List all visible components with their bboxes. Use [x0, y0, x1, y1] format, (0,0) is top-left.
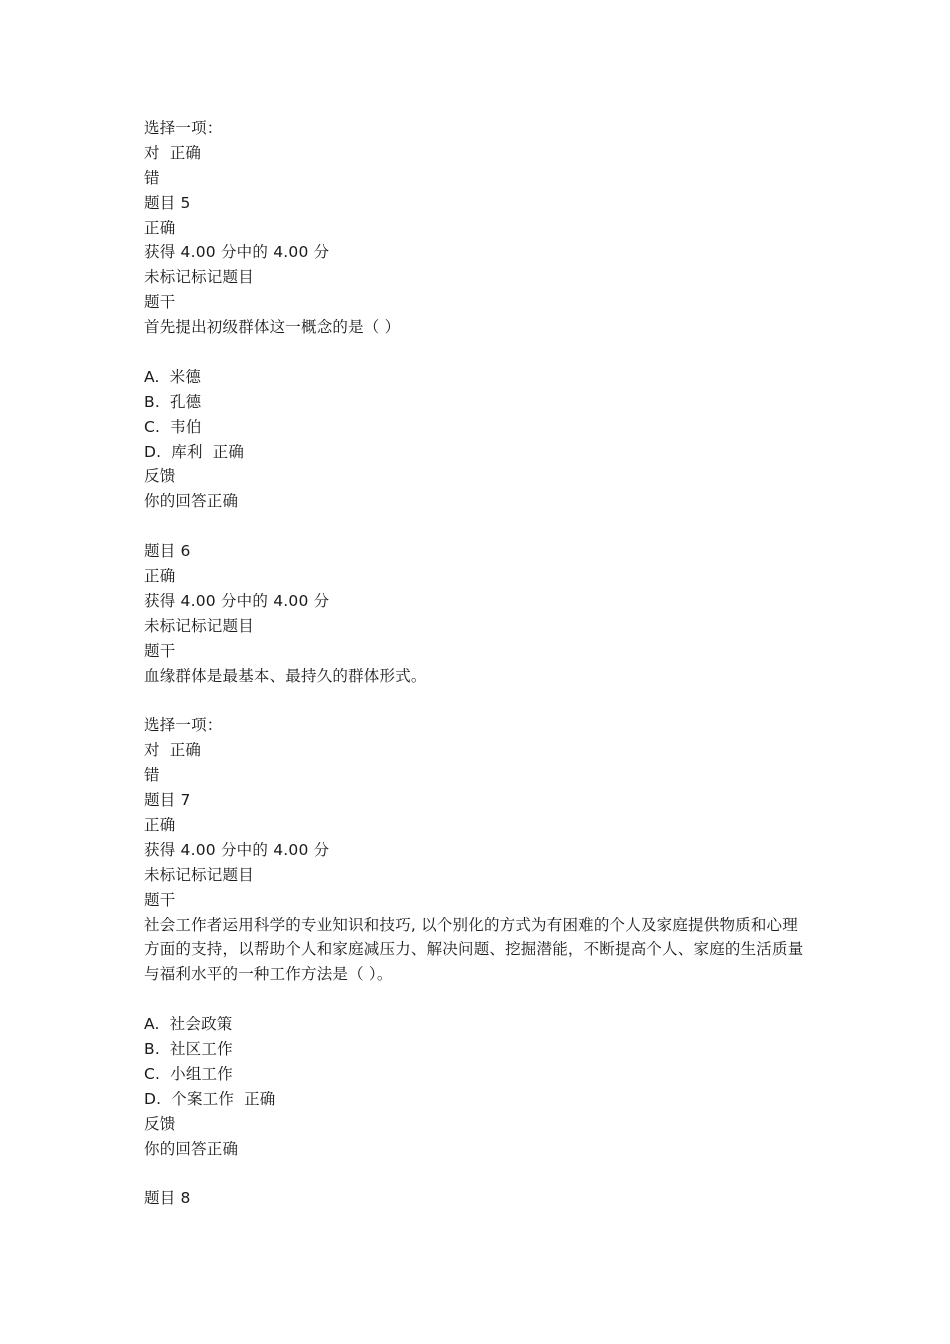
answer-option-b[interactable]: [144, 1037, 824, 1062]
spacer: [144, 340, 824, 365]
feedback-text: 你的回答正确: [144, 492, 239, 511]
option-true[interactable]: [144, 141, 824, 166]
correct-mark: 正确: [212, 442, 245, 461]
option-letter: B.: [144, 1040, 160, 1058]
question-title: 题目 7: [144, 791, 191, 810]
flag-question-link[interactable]: 未标记标记题目: [144, 268, 254, 287]
answer-option-d[interactable]: [144, 440, 824, 465]
question-score: 获得 4.00 分中的 4.00 分: [144, 243, 330, 262]
answer-option-a[interactable]: [144, 1012, 824, 1037]
question-score: 获得 4.00 分中的 4.00 分: [144, 591, 330, 610]
option-true-label: 对: [144, 741, 160, 760]
feedback-label: 反馈: [144, 467, 176, 486]
option-letter: D.: [144, 1089, 162, 1108]
question-status: 正确: [144, 218, 176, 237]
answer-option-c[interactable]: [144, 1062, 824, 1087]
option-letter: D.: [144, 442, 162, 461]
question-status: 正确: [144, 567, 176, 586]
spacer: [144, 688, 824, 713]
option-text: 小组工作: [170, 1064, 233, 1083]
correct-mark: 正确: [244, 1089, 276, 1108]
answer-option-d[interactable]: [144, 1087, 824, 1112]
spacer: [144, 1161, 824, 1186]
option-text: 库利: [171, 442, 203, 461]
choose-one-label: 选择一项：: [144, 716, 223, 735]
question-stem-label: 题干: [144, 890, 176, 909]
answer-option-b[interactable]: [144, 390, 824, 415]
answer-option-c[interactable]: [144, 415, 824, 440]
correct-mark: 正确: [169, 143, 202, 162]
option-false[interactable]: 错: [144, 766, 160, 785]
flag-question-link[interactable]: 未标记标记题目: [144, 865, 254, 884]
question-stem-label: 题干: [144, 641, 176, 660]
option-text: 韦伯: [170, 417, 202, 436]
question-score: 获得 4.00 分中的 4.00 分: [144, 840, 330, 859]
question-status: 正确: [144, 815, 176, 834]
option-letter: C.: [144, 1064, 161, 1083]
question-title: 题目 6: [144, 542, 191, 561]
question-title: 题目 8: [144, 1189, 191, 1208]
option-text: 社区工作: [169, 1040, 233, 1058]
choose-one-label: 选择一项：: [144, 119, 223, 137]
option-text: 米德: [169, 367, 202, 386]
spacer: [144, 514, 824, 539]
option-letter: C.: [144, 417, 161, 436]
option-text: 个案工作: [171, 1089, 235, 1108]
correct-mark: 正确: [169, 741, 202, 760]
option-letter: B.: [144, 392, 160, 411]
document-page: [144, 116, 824, 1211]
option-letter: A.: [144, 1015, 160, 1034]
flag-question-link[interactable]: 未标记标记题目: [144, 616, 254, 635]
question-title: 题目 5: [144, 193, 191, 212]
option-text: 社会政策: [169, 1015, 233, 1034]
question-stem: 社会工作者运用科学的专业知识和技巧, 以个别化的方式为有困难的个人及家庭提供物质和心理方面的支持，以帮助个人和家庭减压力、解决问题、挖掘潜能，不断提高个人、家庭的生活质量与福利水平的一种工作方法是（ ）。: [144, 915, 804, 984]
spacer: [144, 987, 824, 1012]
option-true[interactable]: [144, 738, 824, 763]
option-false[interactable]: 错: [144, 168, 160, 187]
question-stem: 血缘群体是最基本、最持久的群体形式。: [144, 666, 427, 685]
option-letter: A.: [144, 367, 160, 386]
option-true-label: 对: [144, 143, 160, 162]
feedback-label: 反馈: [144, 1114, 176, 1133]
feedback-text: 你的回答正确: [144, 1139, 239, 1158]
answer-option-a[interactable]: [144, 365, 824, 390]
question-stem-label: 题干: [144, 293, 176, 312]
question-stem: 首先提出初级群体这一概念的是（ ）: [144, 318, 401, 337]
option-text: 孔德: [169, 392, 202, 411]
